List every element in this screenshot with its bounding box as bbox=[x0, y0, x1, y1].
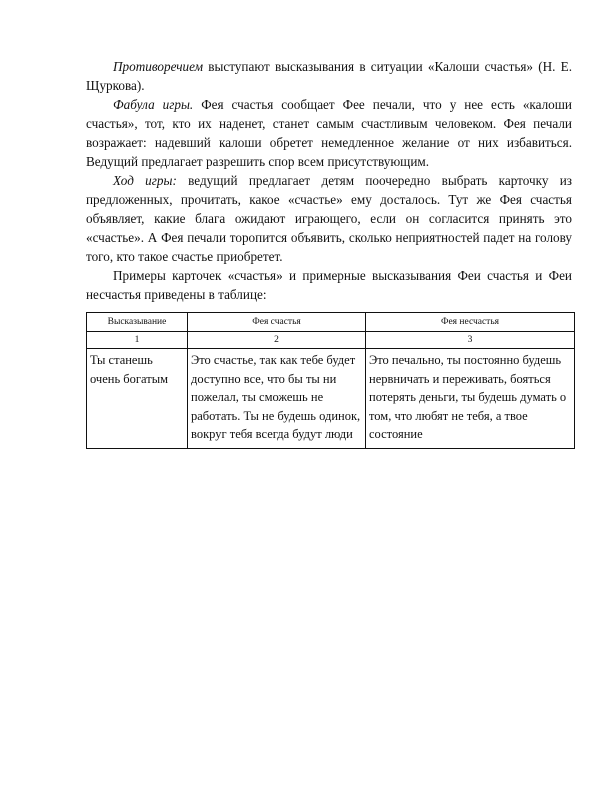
table-row bbox=[87, 349, 575, 449]
header-fairy-happiness: Фея счастья bbox=[188, 313, 366, 332]
paragraph-table-intro-text: Примеры карточек «счастья» и примерные высказывания Феи счастья и Феи несчастья приведены в таблице: bbox=[86, 268, 572, 302]
paragraph-table-intro bbox=[86, 266, 572, 304]
column-number-1: 1 bbox=[87, 332, 188, 349]
header-statement: Высказывание bbox=[87, 313, 188, 332]
paragraph-game-plot-text: Фея счастья сообщает Фее печали, что у нее есть «калоши счастья», тот, кто их наденет, станет самым счастливым человеком. Фея печали возражает: надевший калоши обретет немедленное желание от них избавиться. Ведущий предлагает разрешить спор всем присутствующим. bbox=[86, 97, 572, 169]
cell-statement: Ты станешь очень богатым bbox=[87, 349, 188, 449]
column-number-2: 2 bbox=[188, 332, 366, 349]
term-game-course: Ход игры: bbox=[113, 173, 177, 188]
header-fairy-unhappiness: Фея несчастья bbox=[366, 313, 575, 332]
term-game-plot: Фабула игры. bbox=[113, 97, 194, 112]
paragraph-game-course bbox=[86, 171, 572, 266]
paragraph-game-plot bbox=[86, 95, 572, 171]
paragraph-contradiction-text: выступают высказывания в ситуации «Калоши счастья» (Н. Е. Щуркова). bbox=[86, 59, 572, 93]
column-number-3: 3 bbox=[366, 332, 575, 349]
paragraph-game-course-text: ведущий предлагает детям поочередно выбрать карточку из предложенных, прочитать, какое «счастье» ему досталось. Тут же Фея счастья объявляет, какие блага ожидают играющего, если он согласится принять это «счастье». А Фея печали торопится объявить, сколько неприятностей падет на голову того, кто такое счастье приобретет. bbox=[86, 173, 572, 264]
cell-fairy-happiness: Это счастье, так как тебе будет доступно все, что бы ты ни пожелал, ты сможешь не работать. Ты не будешь одинок, вокруг тебя всегда будут люди bbox=[188, 349, 366, 449]
table-number-row bbox=[87, 332, 575, 349]
table-header-row bbox=[87, 313, 575, 332]
document-page bbox=[86, 57, 572, 449]
cell-fairy-unhappiness: Это печально, ты постоянно будешь нервничать и переживать, бояться потерять деньги, ты будешь думать о том, что любят не тебя, а твое состояние bbox=[366, 349, 575, 449]
paragraph-contradiction bbox=[86, 57, 572, 95]
term-contradiction: Противоречием bbox=[113, 59, 204, 74]
cards-table bbox=[86, 312, 575, 449]
